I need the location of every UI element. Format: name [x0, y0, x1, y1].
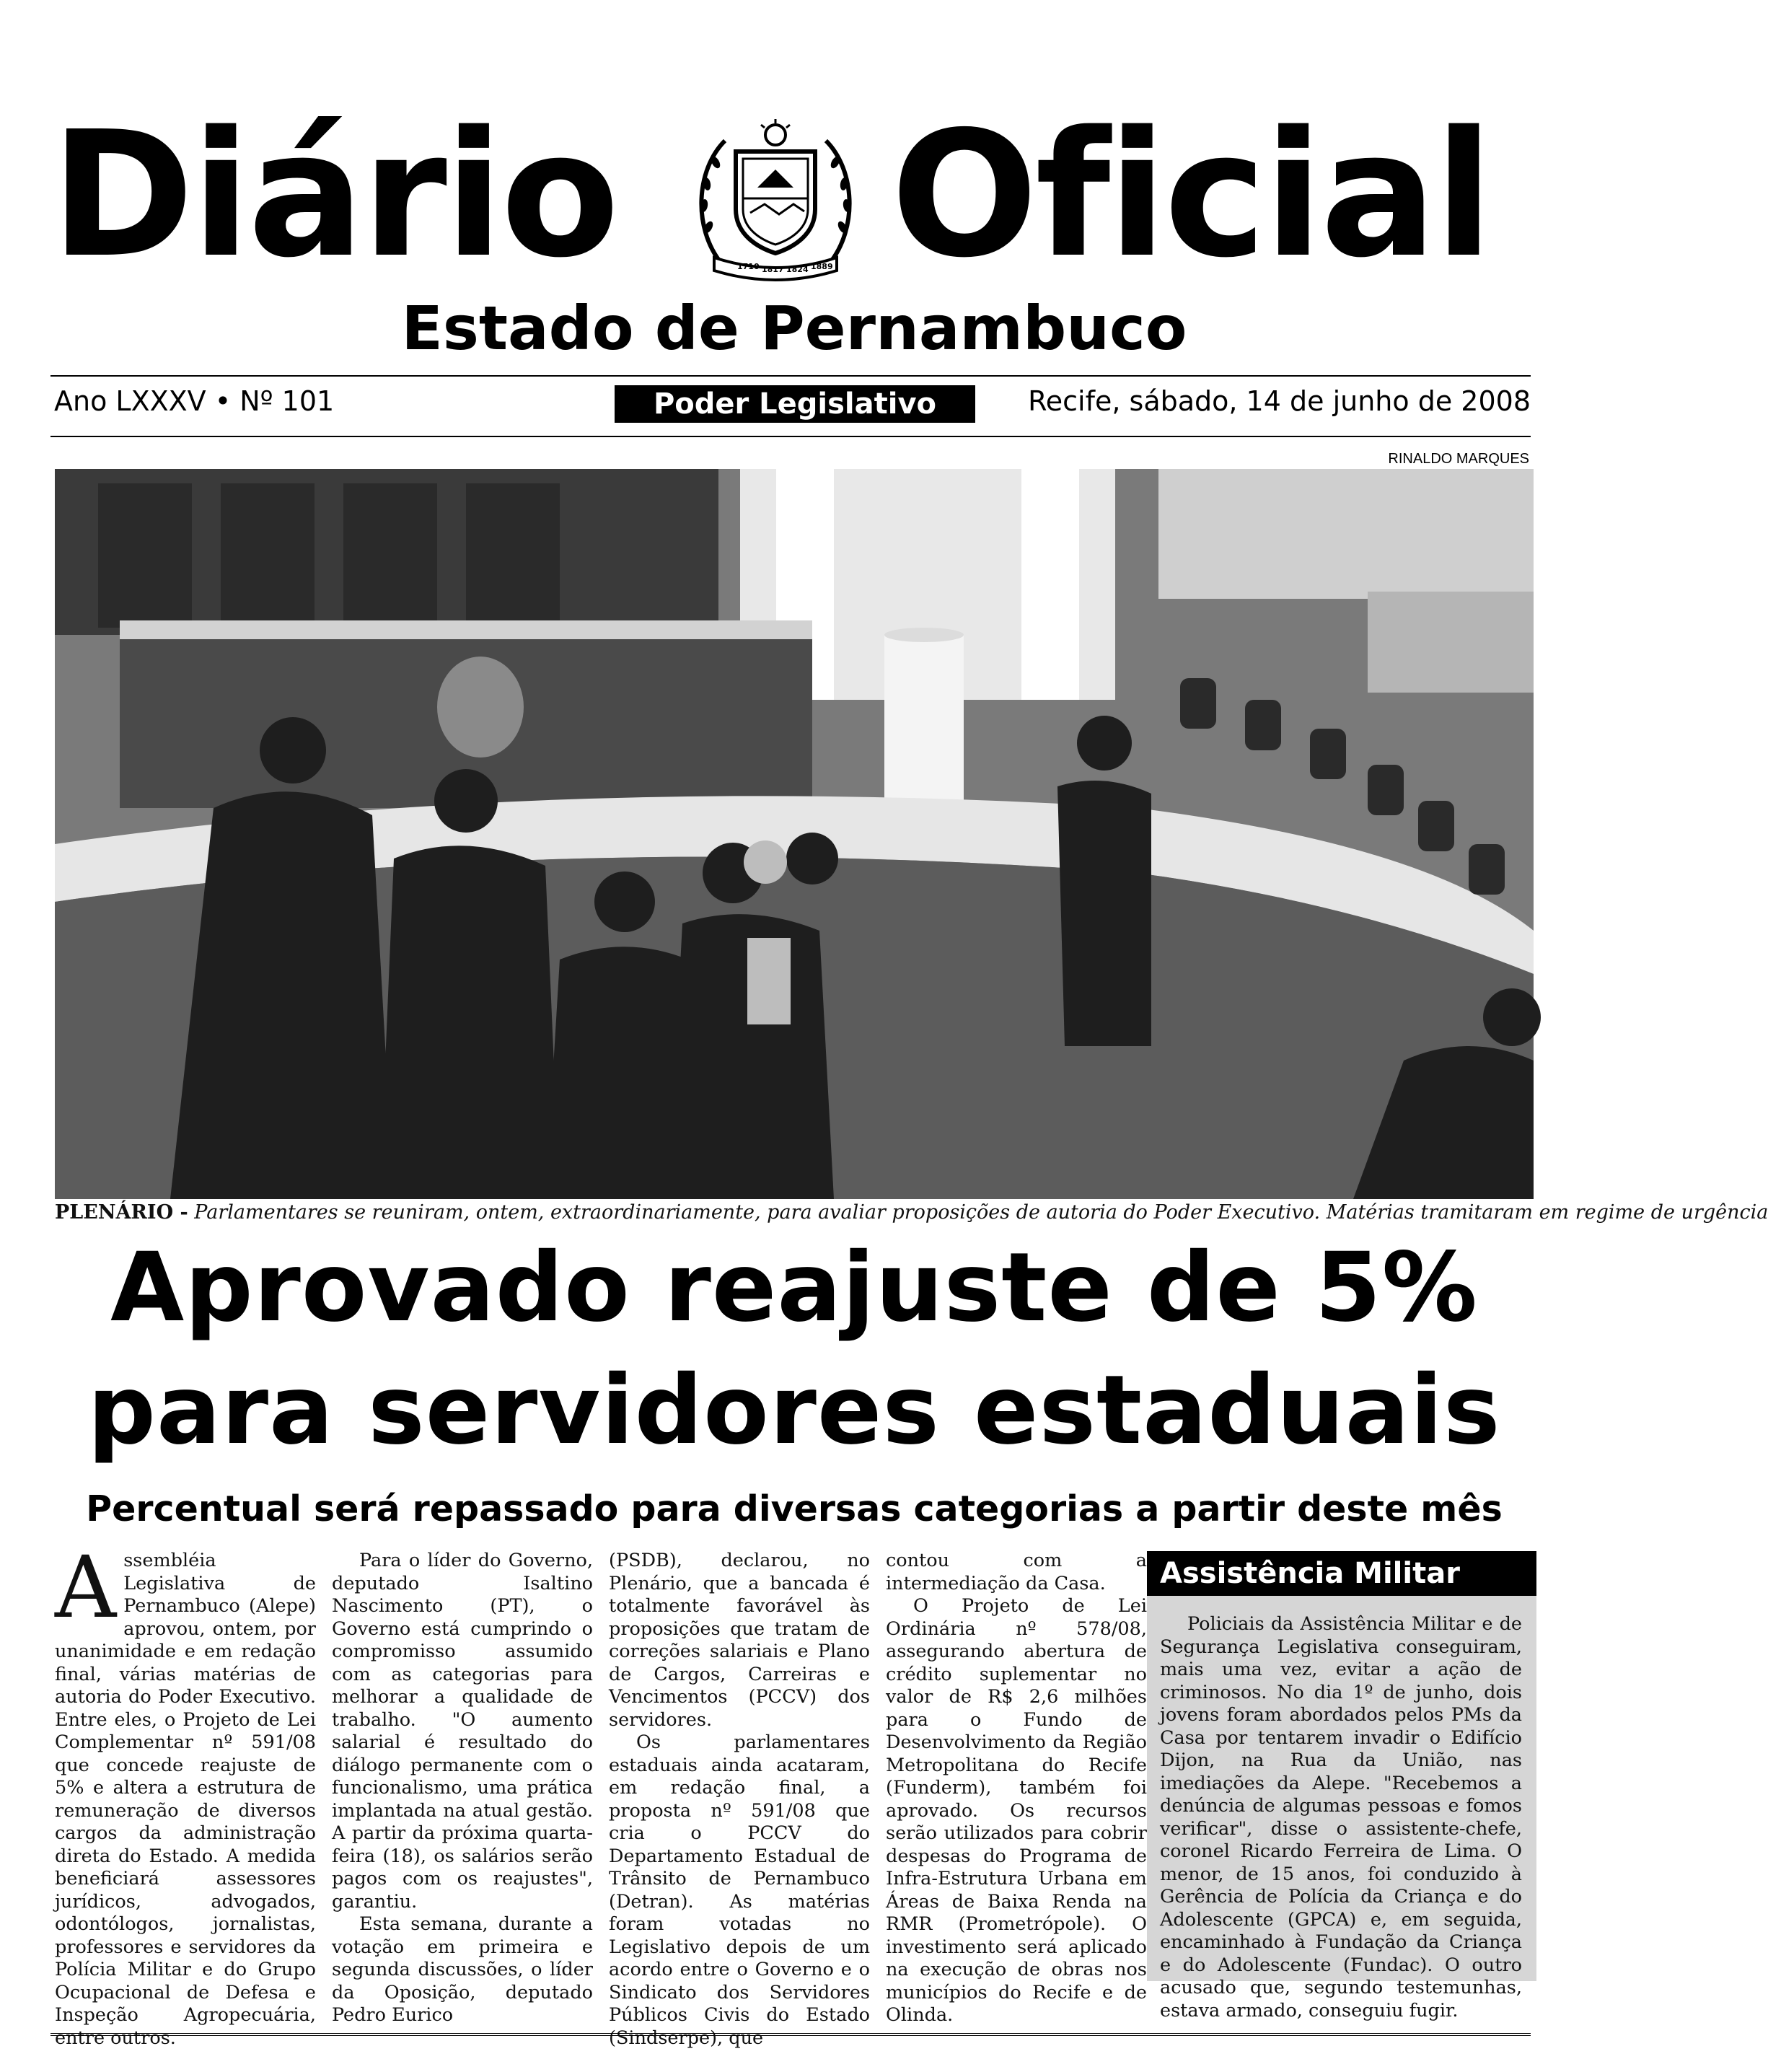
sidebar-paragraph: Policiais da Assistência Militar e de Segurança Legislativa conseguiram, mais uma vez, evitar a ação de criminosos. No dia 1º de junho, dois jovens foram abordados pelos PMs da Casa por tentarem invadir o Edifício Dijon, na Rua da União, nas imediações da Alepe. "Recebemos a denúncia de algumas pessoas e fomos verificar", disse o assistente-chefe, coronel Ricardo Ferreira de Lima. O menor, de 15 anos, foi conduzido à Gerência de Polícia da Criança e do Adolescente (GPCA) e, em seguida, encaminhado à Fundação da Criança e do Adolescente (Fundac). O outro acusado que, segundo testemunhas, estava armado, conseguiu fugir.: [1160, 1613, 1522, 2021]
masthead: [0, 0, 1588, 375]
headline: [0, 1226, 1588, 1472]
sidebar-body: [1160, 1613, 1522, 2022]
divider: [50, 436, 1531, 437]
article-text: ssembléia Legislativa de Pernambuco (Alepe) aprovou, ontem, por unanimidade e em redação final, várias matérias de autoria do Poder Executivo. Entre eles, o Projeto de Lei Complementar nº 591/08 que concede reajuste de 5% e altera a estrutura de remuneração de diversos cargos da administração direta do Estado. A medida beneficiará assessores jurídicos, advogados, odontólogos, jornalistas, professores e servidores da Polícia Militar e do Grupo Ocupacional de Defesa e Inspeção Agropecuária, entre outros.: [55, 1550, 316, 2049]
photo-caption-label: PLENÁRIO -: [55, 1201, 188, 1224]
headline-line-1: Aprovado reajuste de 5%: [110, 1232, 1478, 1343]
photo-caption: [55, 1200, 1768, 1225]
article-paragraph: Esta semana, durante a votação em primeira e segunda discussões, o líder da Oposição, deputado Pedro Eurico: [332, 1913, 593, 2026]
coat-year-3: 1824: [786, 265, 809, 274]
plenary-photo: [55, 469, 1534, 1199]
article-paragraph: O Projeto de Lei Ordinária nº 578/08, assegurando abertura de crédito suplementar no valor de R$ 2,6 milhões para o Fundo de Desenvolvimento da Região Metropolitana do Recife (Funderm), também foi aprovado. Os recursos serão utilizados para cobrir despesas do Programa de Infra-Estrutura Urbana em Áreas de Baixa Renda na RMR (Prometrópole). O investimento será aplicado na execução de obras nos municípios do Recife e de Olinda.: [886, 1595, 1147, 2026]
article-column-3: [609, 1550, 870, 2049]
drop-cap: A: [55, 1537, 117, 1637]
sidebar-title: Assistência Militar: [1147, 1551, 1536, 1596]
article-paragraph: Os parlamentares estaduais ainda acataram, em redação final, a proposta nº 591/08 que cria o PCCV do Departamento Estadual de Trânsito de Pernambuco (Detran). As matérias foram votadas no Legislativo depois de um acordo entre o Governo e o Sindicato dos Servidores Públicos Civis do Estado (Sindserpe), que: [609, 1731, 870, 2049]
coat-year-1: 1710: [737, 262, 760, 271]
coat-year-2: 1817: [762, 265, 784, 274]
article-column-2: [332, 1550, 593, 2026]
article-column-4: [886, 1550, 1147, 2026]
masthead-title-right: Oficial: [891, 94, 1491, 296]
photo-credit: RINALDO MARQUES: [1388, 451, 1529, 467]
article-paragraph: contou com a intermediação da Casa.: [886, 1550, 1147, 1594]
divider: [50, 375, 1531, 377]
headline-deck: Percentual será repassado para diversas categorias a partir deste mês: [86, 1488, 1503, 1529]
photo-caption-text: Parlamentares se reuniram, ontem, extraordinariamente, para avaliar proposições de autoria do Poder Executivo. Matérias tramitaram em regime de urgência: [194, 1201, 1768, 1224]
issue-date: Recife, sábado, 14 de junho de 2008: [1028, 385, 1531, 417]
coat-year-4: 1889: [811, 262, 833, 271]
issue-number: Ano LXXXV • Nº 101: [54, 385, 335, 417]
article-column-1: [55, 1537, 316, 2049]
headline-line-2: para servidores estaduais: [87, 1355, 1501, 1466]
plenary-photo-illustration: [55, 469, 1534, 1199]
section-badge: Poder Legislativo: [615, 385, 975, 423]
article-paragraph: (PSDB), declarou, no Plenário, que a bancada é totalmente favorável às proposições que tratam de correções salariais e Plano de Cargos, Carreiras e Vencimentos (PCCV) dos servidores.: [609, 1550, 870, 1731]
article-paragraph: [55, 1537, 316, 2050]
coat-of-arms-icon: [692, 119, 858, 278]
masthead-subtitle: Estado de Pernambuco: [401, 293, 1187, 364]
sidebar-box: [1147, 1551, 1536, 2021]
masthead-title-left: Diário: [50, 94, 617, 296]
footer-divider: [50, 2033, 1531, 2036]
article-paragraph: Para o líder do Governo, deputado Isaltino Nascimento (PT), o Governo está cumprindo o compromisso assumido com as categorias para melhorar a qualidade de trabalho. "O aumento salarial é resultado do diálogo permanente com o funcionalismo, uma prática implantada na atual gestão. A partir da próxima quarta-feira (18), os salários serão pagos com os reajustes", garantiu.: [332, 1550, 593, 1913]
